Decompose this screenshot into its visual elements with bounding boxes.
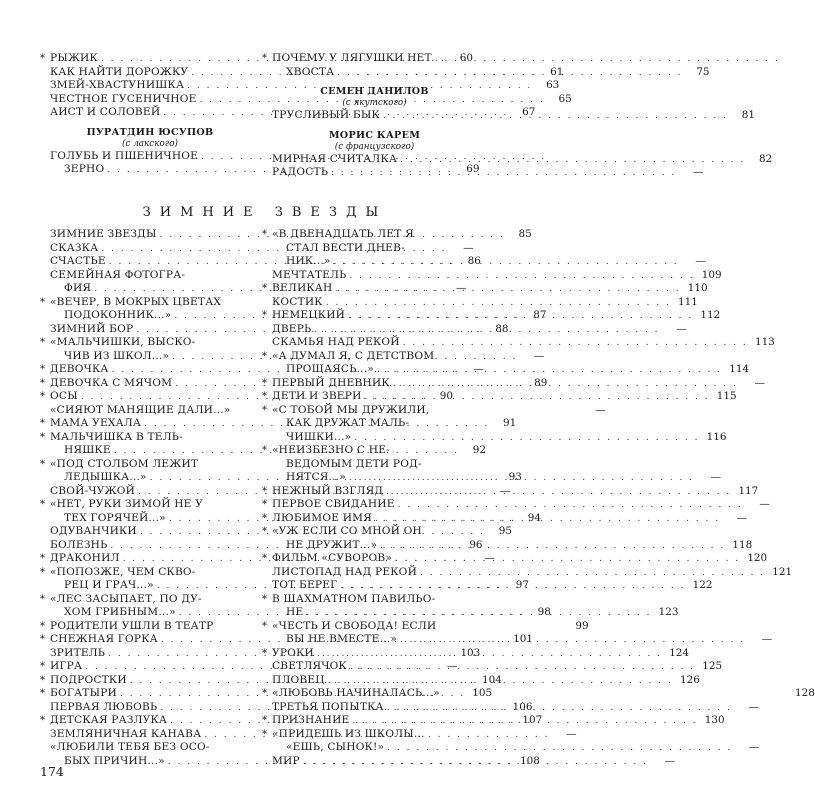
asterisk-mark: * <box>262 310 267 321</box>
toc-entry <box>262 417 487 431</box>
asterisk-mark: * <box>262 620 267 632</box>
author-heading: СЕМЕН ДАНИЛОВ <box>320 86 429 97</box>
toc-entry <box>262 404 487 418</box>
toc-entry-title: ПРИЗНАНИЕ <box>272 714 350 726</box>
leader-dots <box>317 648 662 662</box>
leader-dots <box>435 53 780 67</box>
toc-page-number: 99 <box>575 619 589 632</box>
asterisk-mark: * <box>262 593 267 605</box>
toc-entry-title: ДЕТИ И ЗВЕРИ <box>272 390 362 402</box>
toc-entry-title: НИК...» <box>286 255 331 267</box>
toc-page-number: 126 <box>680 673 700 686</box>
toc-page-number: 101 <box>513 633 533 645</box>
toc-entry-title: ХОМ ГРИБНЫМ...» <box>64 606 176 618</box>
toc-page-number: 109 <box>701 268 722 281</box>
toc-entry <box>262 660 723 674</box>
asterisk-mark: * <box>40 431 45 443</box>
toc-page-number: 122 <box>692 579 713 591</box>
toc-page-number: 117 <box>738 484 759 497</box>
toc-page-number: 87 <box>533 309 547 321</box>
toc-entry-title: ВЫ НЕ ВМЕСТЕ...» <box>286 633 397 645</box>
toc-entry <box>262 552 768 566</box>
asterisk-mark: * <box>40 364 45 375</box>
toc-entry-title: ВЕЛИКАН <box>272 282 333 294</box>
toc-entry <box>262 268 722 283</box>
asterisk-mark: * <box>40 377 45 389</box>
toc-entry-title: ЧЕСТНОЕ ГУСЕНИЧНОЕ <box>50 92 197 105</box>
asterisk-mark: * <box>40 458 45 470</box>
toc-page-number: — <box>692 166 704 178</box>
leader-dots <box>400 154 745 168</box>
toc-page-number: 115 <box>716 390 737 402</box>
toc-page-number: — <box>761 633 773 645</box>
toc-entry <box>262 620 487 634</box>
asterisk-mark: * <box>40 553 45 564</box>
asterisk-mark: * <box>262 283 267 294</box>
asterisk-mark: * <box>262 728 267 740</box>
section-title: ЗИМНИЕ ЗВЕЗДЫ <box>142 205 388 220</box>
toc-entry <box>40 269 260 283</box>
asterisk-mark: * <box>262 445 267 456</box>
toc-entry-title: ДЕВОЧКА <box>50 363 109 375</box>
toc-page-number: — <box>499 484 511 497</box>
toc-entry-title: СВЕТЛЯЧОК <box>272 660 347 672</box>
toc-page-number: 85 <box>518 228 532 240</box>
toc-page-number: — <box>748 700 759 713</box>
toc-page-number: 82 <box>758 152 773 165</box>
leader-dots <box>328 675 673 689</box>
toc-entry-title: «МАЛЬЧИШКИ, ВЫСКО- <box>50 336 196 348</box>
toc-entry-title: «УЖ ЕСЛИ СО МНОЙ ОН <box>272 525 422 537</box>
toc-entry-title: ТРУСЛИВЫЙ БЫК <box>272 109 380 121</box>
leader-dots <box>380 540 725 554</box>
toc-page-number: 130 <box>704 714 725 726</box>
toc-entry-title: СНЕЖНАЯ ГОРКА <box>50 633 158 645</box>
toc-entry-title: СЕМЕЙНАЯ ФОТОГРА- <box>50 268 186 281</box>
toc-entry-title: ДЕТСКАЯ РАЗЛУКА <box>50 714 168 726</box>
leader-dots <box>387 702 732 716</box>
toc-entry <box>262 525 487 539</box>
toc-entry-title: ЗРИТЕЛЬ <box>50 646 106 659</box>
toc-entry-title: СКАМЬЯ НАД РЕКОЙ <box>272 336 400 348</box>
toc-entry-title: ОДУВАНЧИКИ <box>50 525 137 537</box>
toc-page-number: — <box>695 255 706 267</box>
toc-page-number: 60 <box>459 52 474 64</box>
toc-entry <box>40 431 260 445</box>
toc-entry <box>262 390 737 404</box>
toc-page-number: 116 <box>706 430 727 443</box>
asterisk-mark: * <box>40 688 45 699</box>
asterisk-mark: * <box>40 634 45 645</box>
toc-entry-title: РЫЖИК <box>50 52 98 64</box>
toc-page-number: 92 <box>472 444 486 456</box>
toc-page-number: 93 <box>508 471 522 483</box>
asterisk-mark: * <box>262 377 267 389</box>
toc-entry-title: ПЛОВЕЦ <box>272 673 325 686</box>
asterisk-mark: * <box>40 661 45 672</box>
toc-entry-title: НЕ ДРУЖИТ...» <box>286 538 378 551</box>
toc-entry-title: ЗМЕЙ-ХВАСТУНИШКА <box>50 79 185 91</box>
toc-page-number: 67 <box>522 106 536 118</box>
leader-dots <box>350 661 695 675</box>
toc-page-number: 120 <box>747 552 768 564</box>
leader-dots <box>354 432 699 446</box>
toc-page-number: 110 <box>687 282 708 294</box>
toc-entry <box>262 687 815 701</box>
toc-entry-title: «ЛЮБИЛИ ТЕБЯ БЕЗ ОСО- <box>50 741 210 753</box>
toc-entry-title: «ПОПОЗЖЕ, ЧЕМ СКВО- <box>50 565 196 578</box>
toc-entry <box>262 444 487 458</box>
toc-page-number: 112 <box>700 309 721 321</box>
toc-entry-title: СКАЗКА <box>50 241 99 254</box>
toc-entry-title: ДЕВОЧКА С МЯЧОМ <box>50 376 173 389</box>
toc-entry <box>40 593 260 607</box>
asterisk-mark: * <box>40 593 45 605</box>
toc-entry-title: ФИЛЬМ «СУВОРОВ» <box>272 552 393 564</box>
leader-dots <box>303 756 648 770</box>
toc-page-number: — <box>736 511 748 524</box>
toc-page-number: 103 <box>460 646 481 659</box>
toc-page-number: 63 <box>546 79 560 91</box>
toc-entry-title: НЕМЕЦКИЙ <box>272 309 346 321</box>
toc-entry <box>262 152 773 167</box>
toc-entry <box>262 430 727 445</box>
toc-entry <box>262 336 775 350</box>
asterisk-mark: * <box>40 674 45 686</box>
toc-page-number: 104 <box>482 673 502 686</box>
toc-entry-title: ПРОЩАЯСЬ...» <box>286 363 374 375</box>
toc-entry-title: ФИЯ <box>64 282 92 294</box>
toc-entry-title: ОСЫ <box>50 390 78 402</box>
leader-dots <box>334 256 679 270</box>
toc-page-number: 107 <box>522 714 543 726</box>
leader-dots <box>365 391 710 405</box>
leader-dots <box>349 270 694 284</box>
asterisk-mark: * <box>262 499 267 510</box>
toc-entry-title: В ШАХМАТНОМ ПАВИЛЬО- <box>272 592 436 605</box>
toc-entry-title: ХВОСТА <box>286 65 335 78</box>
leader-dots <box>326 297 671 311</box>
toc-entry-title: ПЕРВЫЙ ДНЕВНИК <box>272 376 390 389</box>
asterisk-mark: * <box>40 418 45 429</box>
leader-dots <box>314 324 659 338</box>
toc-page-number: — <box>463 241 474 254</box>
toc-entry-title: МИР <box>272 754 300 767</box>
leader-dots <box>403 337 748 351</box>
toc-page-number: 81 <box>741 109 755 121</box>
toc-entry <box>40 741 260 755</box>
toc-entry <box>262 484 759 499</box>
toc-page-number: 95 <box>498 525 512 537</box>
toc-entry <box>262 295 698 310</box>
toc-page-number: 88 <box>495 322 509 335</box>
asterisk-mark: * <box>40 566 45 578</box>
asterisk-mark: * <box>40 296 45 308</box>
toc-page-number: — <box>446 660 458 672</box>
asterisk-mark: * <box>262 553 267 564</box>
toc-entry <box>40 566 260 580</box>
toc-page-number: 97 <box>515 579 529 591</box>
asterisk-mark: * <box>262 526 267 537</box>
toc-entry-title: ПОЧЕМУ У ЛЯГУШКИ НЕТ <box>272 52 432 64</box>
leader-dots <box>395 553 740 567</box>
asterisk-mark: * <box>40 715 45 726</box>
asterisk-mark: * <box>262 391 267 402</box>
toc-entry-title: ЧИШКИ...» <box>286 430 352 443</box>
asterisk-mark: * <box>262 512 267 524</box>
leader-dots <box>337 67 682 81</box>
toc-page-number: 75 <box>696 65 710 78</box>
toc-page-number: 114 <box>729 363 750 375</box>
toc-page-number: 123 <box>658 606 679 618</box>
author-heading: МОРИС КАРЕМ <box>328 129 421 141</box>
toc-entry-title: ПОДОКОННИК...» <box>64 309 172 321</box>
toc-entry-title: НЯШКЕ <box>64 444 111 456</box>
toc-entry-title: «В ДВЕНАДЦАТЬ ЛЕТ Я <box>272 228 414 240</box>
toc-entry <box>262 166 704 180</box>
toc-page-number: — <box>595 403 606 416</box>
leader-dots <box>352 715 697 729</box>
toc-entry-title: НЯТСЯ...» <box>286 471 346 483</box>
leader-dots <box>340 580 685 594</box>
toc-entry-title: ЗИМНИЕ ЗВЕЗДЫ <box>50 228 157 240</box>
toc-page-number: 125 <box>702 660 723 672</box>
toc-entry-title: РЕЦ И ГРАЧ...» <box>64 579 154 591</box>
toc-page-number: 96 <box>469 538 483 551</box>
toc-entry-title: СЧАСТЬЕ <box>50 255 106 267</box>
toc-page-number: 89 <box>534 376 548 389</box>
toc-entry-title: «ПОД СТОЛБОМ ЛЕЖИТ <box>50 457 199 470</box>
toc-entry-title: ТЕХ ГОРЯЧЕЙ...» <box>64 511 166 524</box>
toc-entry-title: БЫХ ПРИЧИН...» <box>64 754 165 767</box>
toc-entry-title: КАК ДРУЖАТ МАЛЬ- <box>286 417 410 429</box>
toc-entry <box>262 741 760 755</box>
toc-entry <box>262 255 706 269</box>
toc-page-number: 105 <box>472 687 493 699</box>
toc-entry-title: ЗЕМЛЯНИЧНАЯ КАНАВА <box>50 727 202 740</box>
leader-dots <box>387 742 732 756</box>
toc-page-number: 108 <box>520 754 540 767</box>
toc-entry-title: ГОЛУБЬ И ПШЕНИЧНОЕ <box>50 149 199 162</box>
toc-page-number: 128 <box>795 687 815 699</box>
asterisk-mark: * <box>40 337 45 348</box>
toc-entry-title: ПЕРВОЕ СВИДАНИЕ <box>272 498 395 510</box>
asterisk-mark: * <box>262 404 267 416</box>
toc-page-number: 69 <box>466 163 480 175</box>
asterisk-mark: * <box>262 53 267 64</box>
toc-entry <box>40 498 260 512</box>
toc-entry-title: СВОЙ-ЧУЖОЙ <box>50 484 136 497</box>
toc-entry <box>262 593 487 607</box>
toc-entry <box>40 336 260 350</box>
toc-entry-title: ЗИМНИЙ БОР <box>50 322 134 335</box>
toc-entry <box>40 296 260 310</box>
toc-entry-title: ИГРА <box>50 660 83 672</box>
toc-page-number: — <box>533 349 545 362</box>
toc-entry-title: ЛЕДЫШКА...» <box>64 471 147 483</box>
author-heading: ПУРАТДИН ЮСУПОВ <box>86 126 214 138</box>
toc-entry-title: КАК НАЙТИ ДОРОЖКУ <box>50 65 189 78</box>
leader-dots <box>348 310 693 324</box>
asterisk-mark: * <box>262 688 267 699</box>
toc-entry <box>262 228 487 242</box>
toc-entry <box>262 350 487 364</box>
asterisk-mark: * <box>262 350 267 362</box>
toc-entry-title: «НЕИЗБЕЗНО С НЕ- <box>272 444 390 456</box>
toc-entry-title: МЕЧТАТЕЛЬ <box>272 268 347 281</box>
asterisk-mark: * <box>40 53 45 64</box>
toc-page-number: 106 <box>512 700 533 713</box>
toc-page-number: 98 <box>537 606 551 618</box>
toc-entry-title: «А ДУМАЛ Я, С ДЕТСТВОМ <box>272 349 435 362</box>
toc-entry-title: «С ТОБОЙ МЫ ДРУЖИЛИ, <box>272 403 430 416</box>
asterisk-mark: * <box>40 499 45 510</box>
toc-page-number: — <box>748 741 760 753</box>
leader-dots <box>375 513 720 527</box>
toc-page-number: 111 <box>677 295 698 308</box>
toc-entry-title: ЗЕРНО <box>64 163 105 175</box>
toc-entry-title: БОЛЕЗНЬ <box>50 538 108 551</box>
toc-page-number: 118 <box>732 538 753 551</box>
toc-entry-title: ДВЕРЬ <box>272 322 312 335</box>
toc-page-number: — <box>455 282 467 294</box>
toc-entry-title: ЛИСТОПАД НАД РЕКОЙ <box>272 565 418 578</box>
toc-page-number: 65 <box>558 92 572 105</box>
toc-entry <box>262 458 487 472</box>
leader-dots <box>377 364 722 378</box>
toc-entry-title: МАМА УЕХАЛА <box>50 417 142 429</box>
toc-page-number: 94 <box>527 511 541 524</box>
toc-entry-title: ВЕДОМЫМ ДЕТИ РОД- <box>286 457 422 470</box>
toc-entry <box>40 458 260 472</box>
toc-page-number: — <box>710 471 722 483</box>
asterisk-mark: * <box>262 485 267 497</box>
toc-entry-title: СТАЛ ВЕСТИ ДНЕВ- <box>286 241 405 254</box>
toc-entry-title: «ЛЮБОВЬ НАЧИНАЛАСЬ...» <box>272 687 440 699</box>
toc-entry-title: «ЧЕСТЬ И СВОБОДА! ЕСЛИ <box>272 619 437 632</box>
leader-dots <box>386 486 731 500</box>
translation-note: (с якутского) <box>342 98 407 108</box>
toc-page-number: 61 <box>550 65 564 78</box>
toc-entry <box>262 646 690 661</box>
toc-page-number: — <box>664 754 675 767</box>
toc-entry <box>262 52 487 66</box>
toc-page-number: — <box>759 498 770 510</box>
leader-dots <box>349 472 694 486</box>
toc-entry-title: БОГАТЫРИ <box>50 687 117 699</box>
toc-entry-title: «НЕТ, РУКИ ЗИМОЙ НЕ У <box>50 498 204 510</box>
asterisk-mark: * <box>40 391 45 402</box>
translation-note: (с лакского) <box>122 138 178 149</box>
toc-entry <box>262 282 708 296</box>
toc-page-number: — <box>566 727 577 740</box>
toc-entry-title: ТРЕТЬЯ ПОПЫТКА <box>272 700 384 713</box>
toc-page-number: 113 <box>754 336 775 348</box>
toc-entry-title: ДРАКОНИЛ <box>50 552 120 564</box>
leader-dots <box>383 110 728 124</box>
page-number: 174 <box>40 764 64 779</box>
toc-entry-title: «ЛЕС ЗАСЫПАЕТ, ПО ДУ- <box>50 592 202 605</box>
toc-entry <box>262 565 793 580</box>
toc-page-number: — <box>473 363 484 375</box>
leader-dots <box>393 378 738 392</box>
toc-entry-title: РАДОСТЬ <box>272 166 329 178</box>
toc-page-number: 124 <box>669 646 690 659</box>
leader-dots <box>400 634 745 648</box>
toc-entry-title: ПОДРОСТКИ <box>50 673 127 686</box>
toc-entry <box>40 150 260 164</box>
toc-page-number: 121 <box>772 565 793 578</box>
toc-entry <box>262 242 487 256</box>
toc-entry <box>262 728 487 742</box>
toc-entry-title: УРОКИ <box>272 646 314 659</box>
leader-dots <box>306 607 651 621</box>
asterisk-mark: * <box>40 620 45 632</box>
toc-entry-title: ЛЮБИМОЕ ИМЯ <box>272 511 372 524</box>
toc-entry-title: РОДИТЕЛИ УШЛИ В ТЕАТР <box>50 619 214 632</box>
asterisk-mark: * <box>262 715 267 726</box>
asterisk-mark: * <box>262 647 267 659</box>
leader-dots <box>420 567 765 581</box>
toc-entry-title: НЕЖНЫЙ ВЗГЛЯД <box>272 484 384 497</box>
leader-dots <box>335 283 680 297</box>
toc-entry <box>262 538 753 553</box>
toc-page-number: — <box>754 376 765 389</box>
toc-entry-title: «ВЕЧЕР, В МОКРЫХ ЦВЕТАХ <box>50 295 222 308</box>
toc-page-number: 90 <box>439 390 453 402</box>
toc-page-number: 91 <box>503 417 517 429</box>
toc-entry-title: АИСТ И СОЛОВЕЙ <box>50 106 161 118</box>
toc-entry-title: МАЛЬЧИШКА В ТЕЛЬ- <box>50 430 183 443</box>
leader-dots <box>331 167 676 181</box>
toc-entry-title: «ЕШЬ, СЫНОК!» <box>286 741 385 753</box>
translation-note: (с французского) <box>334 141 415 152</box>
toc-entry-title: ПЕРВАЯ ЛЮБОВЬ <box>50 700 158 713</box>
toc-entry-title: ЧИВ ИЗ ШКОЛ...» <box>64 349 170 362</box>
toc-entry-title: МИРНАЯ СЧИТАЛКА <box>272 152 398 165</box>
toc-entry <box>262 363 750 377</box>
toc-entry-title: ТОТ БЕРЕГ <box>272 579 338 591</box>
toc-entry-title: НЕ <box>286 606 304 618</box>
toc-entry-title: «СИЯЮТ МАНЯЩИЕ ДАЛИ...» <box>50 403 231 416</box>
toc-entry <box>262 498 770 512</box>
toc-entry-title: КОСТИК <box>272 295 323 308</box>
asterisk-mark: * <box>262 229 267 240</box>
leader-dots <box>398 499 743 513</box>
toc-page-number: — <box>676 322 687 335</box>
toc-page-number: 86 <box>467 255 481 267</box>
toc-entry-title: «ПРИДЕШЬ ИЗ ШКОЛЫ... <box>272 727 425 740</box>
toc-page-number: — <box>484 552 495 564</box>
